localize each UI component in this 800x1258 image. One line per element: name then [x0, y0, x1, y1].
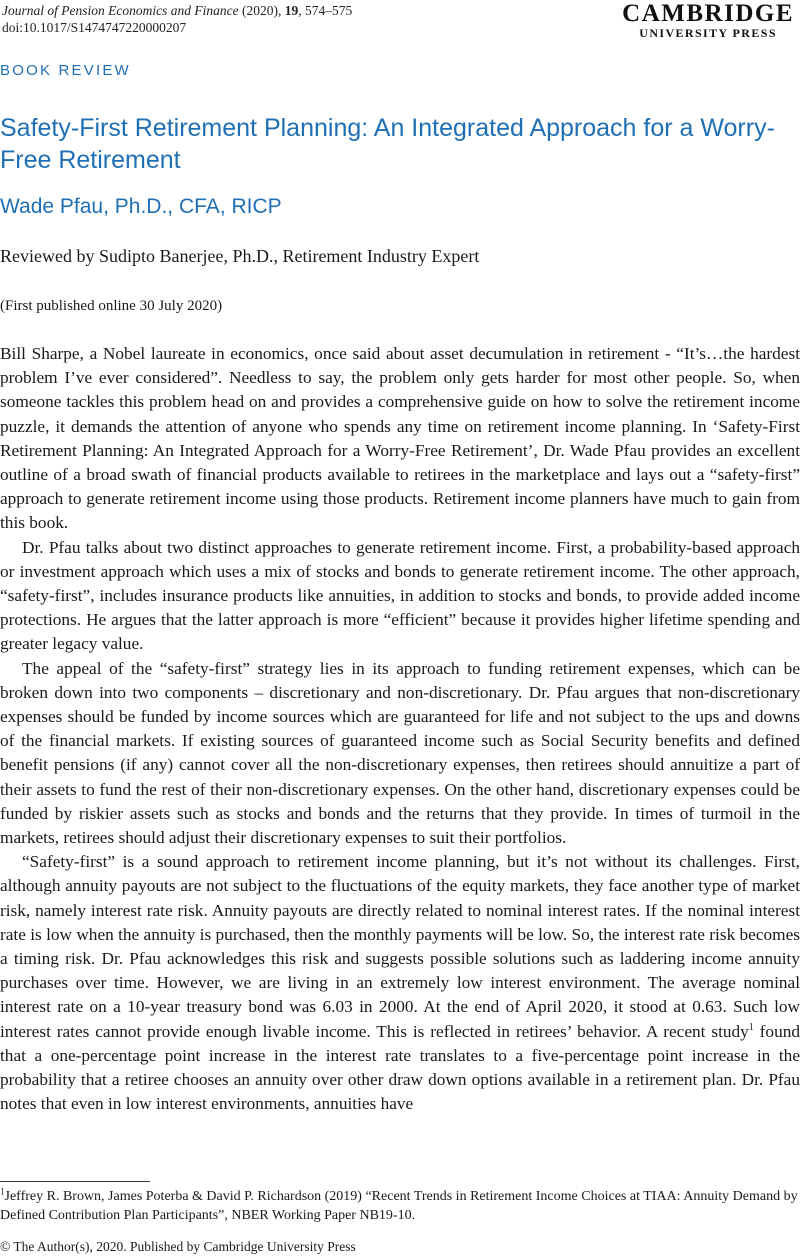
- logo-line-1: CAMBRIDGE: [622, 0, 794, 27]
- paragraph-2: Dr. Pfau talks about two distinct approaches to generate retirement income. First, a probability-based approach or investment approach which uses a mix of stocks and bonds to generate retirement income. The other approach, “safety-first”, includes insurance products like annuities, in addition to stocks and bonds, to provide added income protections. He argues that the latter approach is more “efficient” because it provides higher lifetime spending and greater legacy value.: [0, 537, 800, 654]
- copyright-line: © The Author(s), 2020. Published by Cambridge University Press: [0, 1239, 356, 1254]
- section-kicker: BOOK REVIEW: [0, 62, 131, 79]
- paragraph-4-text-b: found that a one-percentage point increase in the interest rate translates to a five-percentage point increase in the probability that a retiree chooses an annuity over other draw down options available in a retirement plan. Dr. Pfau notes that even in low interest environments, annuities have: [0, 1021, 800, 1114]
- footnote-ref-1[interactable]: 1: [748, 1021, 754, 1033]
- paragraph-3: The appeal of the “safety-first” strategy lies in its approach to funding retirement expenses, which can be broken down into two components – discretionary and non-discretionary. Dr. Pfau argues that non-discretionary expenses should be funded by income sources which are guaranteed for life and not subject to the ups and downs of the financial markets. If existing sources of guaranteed income such as Social Security benefits and defined benefit pensions (if any) cannot cover all the non-discretionary expenses, then retirees should annuitize a part of their assets to fund the rest of their non-discretionary expenses. On the other hand, discretionary expenses could be funded by riskier assets such as stocks and bonds and the returns that they provide. In times of turmoil in the markets, retirees should adjust their discretionary expenses to suit their portfolios.: [0, 658, 800, 848]
- paragraph-1: Bill Sharpe, a Nobel laureate in economics, once said about asset decumulation in retirement - “It’s…the hardest problem I’ve ever considered”. Needless to say, the problem only gets harder for most other people. So, when someone tackles this problem head on and provides a comprehensive guide on how to solve the retirement income puzzle, it demands the attention of anyone who spends any time on retirement income planning. In ‘Safety-First Retirement Planning: An Integrated Approach for a Worry-Free Retirement’, Dr. Wade Pfau provides an excellent outline of a broad swath of financial products available to retirees in the marketplace and lays out a “safety-first” approach to generate retirement income using those products. Retirement income planners have much to gain from this book.: [0, 344, 800, 533]
- doi-link[interactable]: doi:10.1017/S1474747220000207: [2, 20, 187, 35]
- journal-line: [2, 2, 352, 19]
- journal-citation: [2, 2, 352, 36]
- paragraph-4: [0, 850, 800, 1116]
- publisher-logo: [622, 0, 794, 40]
- journal-year: (2020),: [238, 3, 285, 18]
- article-body: [0, 342, 800, 1117]
- logo-line-2: UNIVERSITY PRESS: [639, 26, 777, 40]
- journal-pages: , 574–575: [298, 3, 353, 18]
- journal-name: Journal of Pension Economics and Finance: [2, 3, 239, 18]
- reviewer-line: Reviewed by Sudipto Banerjee, Ph.D., Retirement Industry Expert: [0, 246, 480, 266]
- article-title: Safety-First Retirement Planning: An Integrated Approach for a Worry-Free Retirement: [0, 114, 775, 174]
- paragraph-4-text-a: “Safety-first” is a sound approach to retirement income planning, but it’s not without its challenges. First, although annuity payouts are not subject to the fluctuations of the equity markets, they face another type of market risk, namely interest rate risk. Annuity payouts are directly related to nominal interest rates. If the nominal interest rate is low when the annuity is purchased, then the monthly payments will be low. So, the interest rate risk becomes a timing risk. Dr. Pfau acknowledges this risk and suggests possible solutions such as laddering income annuity purchases over time. However, we are living in an extremely low interest environment. The average nominal interest rate on a 10-year treasury bond was 6.03 in 2000. At the end of April 2020, it stood at 0.63. Such low interest rates cannot provide enough livable income. This is reflected in retirees’ behavior. A recent study: [0, 852, 800, 1041]
- footnote-1: [0, 1187, 800, 1225]
- publication-date: (First published online 30 July 2020): [0, 298, 223, 314]
- book-author: Wade Pfau, Ph.D., CFA, RICP: [0, 195, 282, 218]
- footnote-text: Jeffrey R. Brown, James Poterba & David P. Richardson (2019) “Recent Trends in Retirement Income Choices at TIAA: Annuity Demand by Defined Contribution Plan Participants”, NBER Working Paper NB19-10.: [0, 1189, 798, 1223]
- journal-volume: 19: [284, 3, 299, 18]
- footnote-divider: [0, 1181, 150, 1182]
- footnote-mark: 1: [0, 1186, 5, 1197]
